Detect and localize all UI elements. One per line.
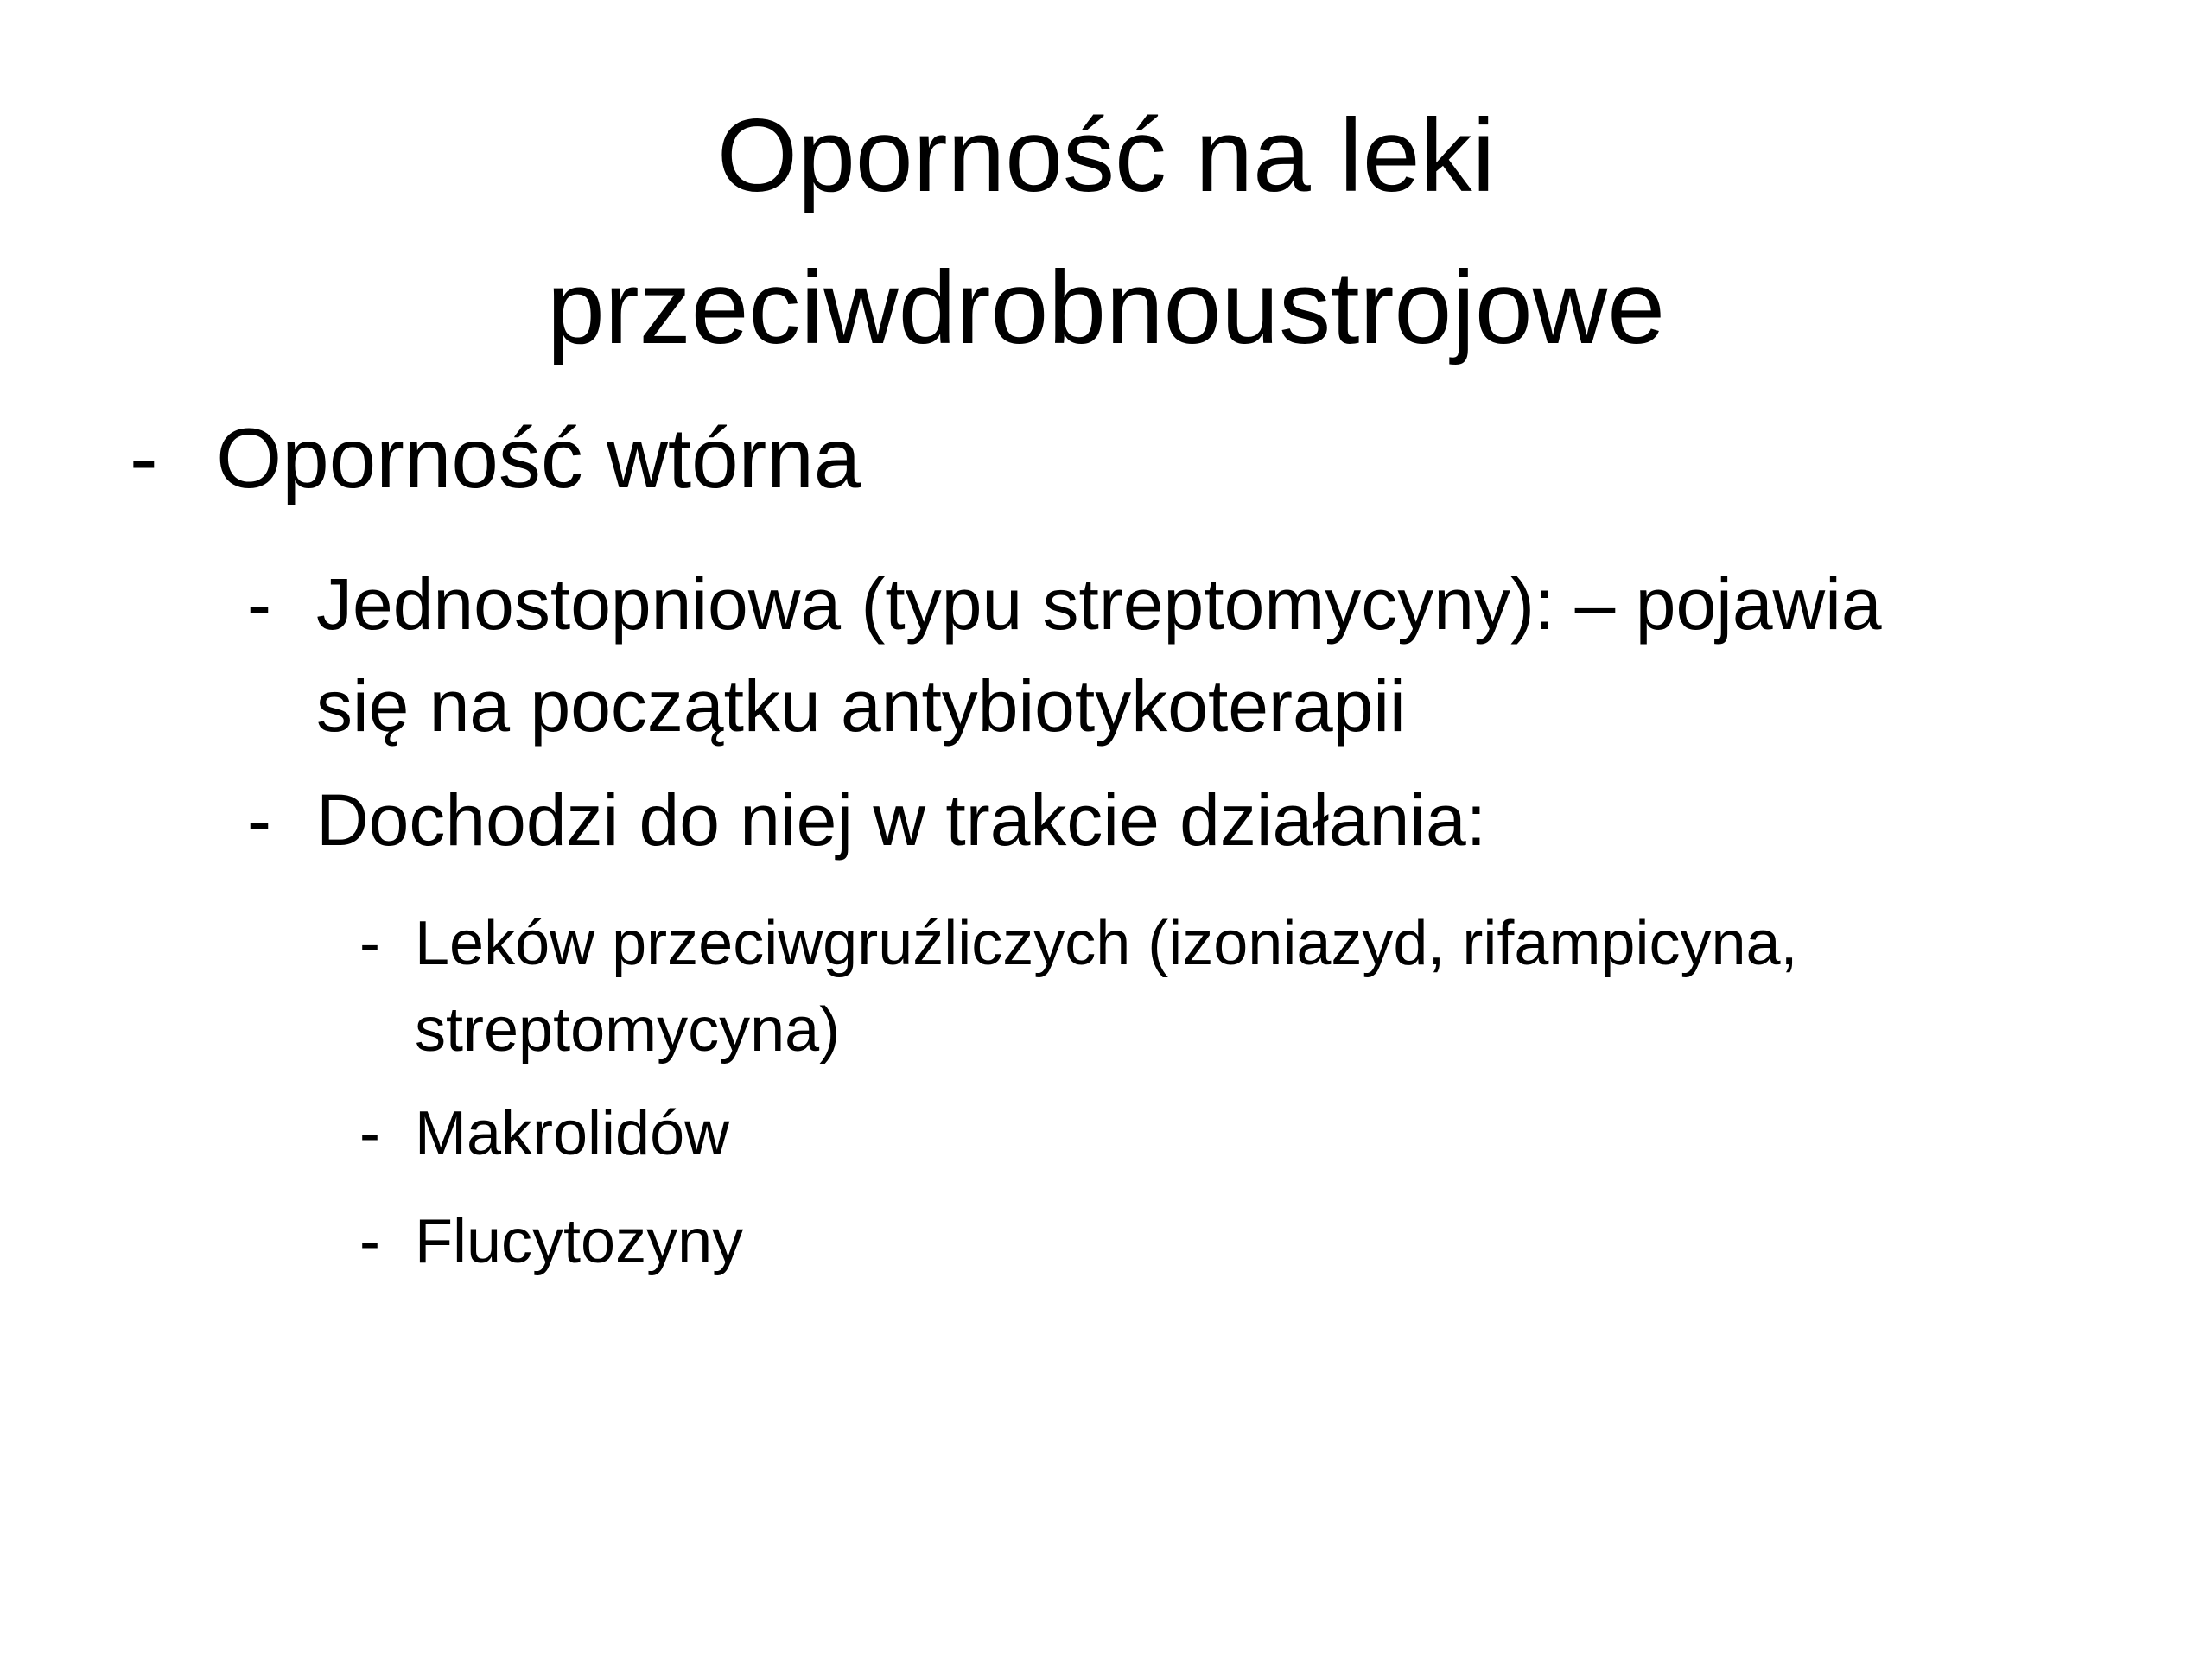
bullet-marker: - xyxy=(359,1099,380,1168)
bullet-marker: - xyxy=(247,779,271,861)
bullet-text-line-1: Leków przeciwgruźliczych (izoniazyd, rifampicyna, xyxy=(415,909,1798,978)
slide-title xyxy=(0,79,2212,384)
bullet-text-line-2: streptomycyna) xyxy=(415,995,841,1065)
bullet-text: Dochodzi do niej w trakcie działania: xyxy=(316,779,1487,861)
title-line-2: przeciwdrobnoustrojowe xyxy=(547,250,1665,365)
bullet-text: Flucytozyny xyxy=(415,1207,744,1276)
bullet-marker: - xyxy=(359,1207,380,1276)
bullet-marker: - xyxy=(130,410,158,505)
title-line-1: Oporność na leki xyxy=(716,98,1496,213)
bullet-text: Makrolidów xyxy=(415,1099,730,1168)
bullet-text-line-2: się na początku antybiotykoterapii xyxy=(316,665,1406,747)
bullet-text: Oporność wtórna xyxy=(216,410,861,505)
bullet-marker: - xyxy=(359,909,380,978)
bullet-marker: - xyxy=(247,563,271,645)
bullet-text-line-1: Jednostopniowa (typu streptomycyny): – pojawia xyxy=(316,563,1882,645)
